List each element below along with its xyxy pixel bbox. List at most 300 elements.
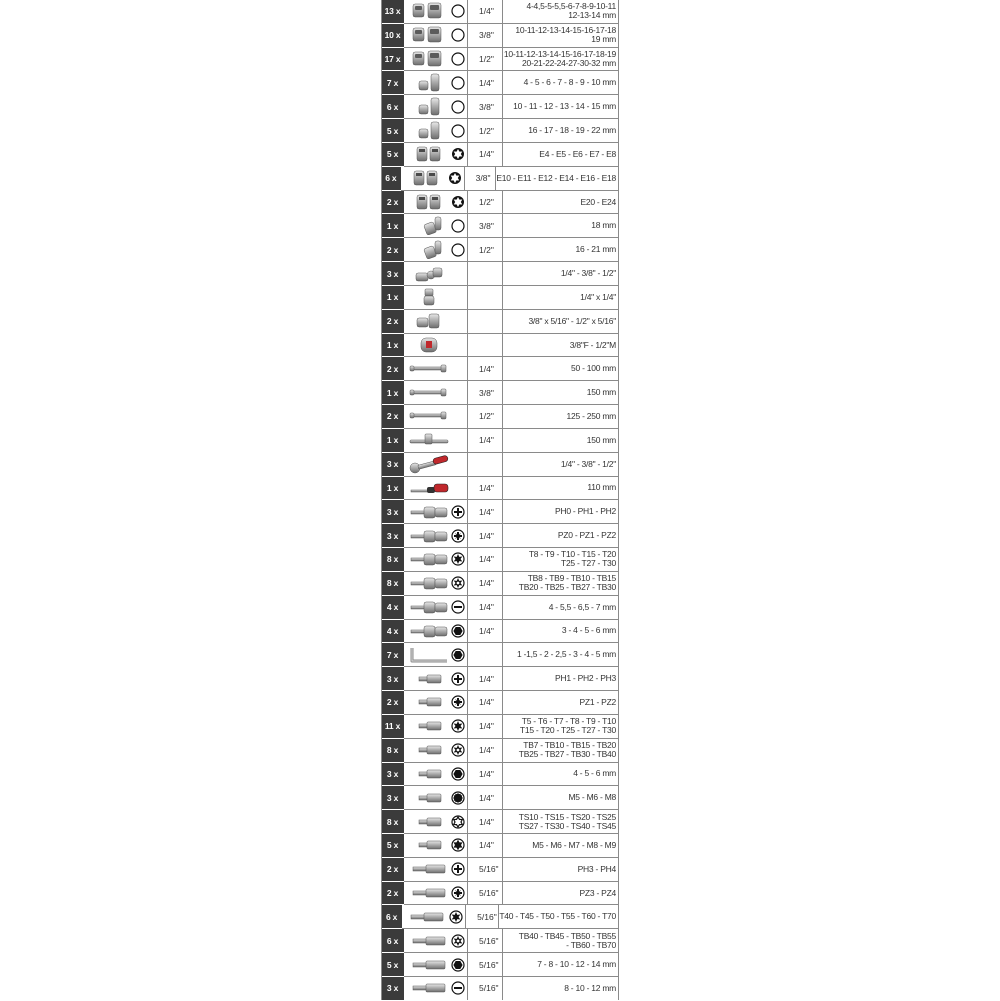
sizes-line: PZ3 - PZ4	[579, 887, 616, 898]
quantity-cell: 3 x	[381, 977, 404, 1001]
sizes-line: 7 - 8 - 10 - 12 - 14 mm	[537, 959, 616, 970]
table-row	[381, 882, 619, 906]
drive-size-cell: 1/4"	[468, 786, 503, 809]
long-bit-icon	[407, 931, 451, 951]
drive-size-cell: 1/2"	[468, 238, 503, 261]
torx-circle-icon	[451, 552, 465, 566]
table-row	[381, 620, 619, 644]
quantity-cell: 3 x	[381, 763, 404, 787]
quantity-cell: 10 x	[381, 24, 404, 48]
sizes-line: 4 - 5,5 - 6,5 - 7 mm	[548, 601, 616, 612]
table-row	[381, 786, 619, 810]
table-row	[381, 477, 619, 501]
table-row	[381, 453, 619, 477]
drive-size-cell: 1/2"	[468, 48, 503, 71]
icon-cell	[404, 786, 468, 809]
sizes-line: - TB60 - TB70	[566, 939, 616, 950]
socket-pair-icon	[407, 25, 451, 45]
quantity-cell: 2 x	[381, 357, 404, 381]
drive-size-cell	[468, 334, 503, 357]
drive-size-cell: 5/16"	[468, 882, 503, 905]
hex-circle-icon	[451, 243, 465, 257]
hex-solid-circle-icon	[451, 958, 465, 972]
quantity-cell: 4 x	[381, 596, 404, 620]
quantity-cell: 1 x	[381, 381, 404, 405]
sizes-cell	[503, 119, 619, 142]
phillips-circle-icon	[451, 672, 465, 686]
table-row	[381, 357, 619, 381]
icon-cell	[404, 214, 468, 237]
icon-cell	[404, 596, 468, 619]
quantity-cell: 4 x	[381, 620, 404, 644]
table-row	[381, 953, 619, 977]
quantity-cell: 6 x	[381, 167, 401, 191]
sizes-line: 10 - 11 - 12 - 13 - 14 - 15 mm	[513, 101, 616, 112]
hex-circle-icon	[451, 100, 465, 114]
table-row	[381, 429, 619, 453]
drive-size-cell: 1/4"	[468, 715, 503, 738]
sizes-line: TB25 - TB27 - TB30 - TB40	[518, 749, 616, 760]
star-circle-icon	[451, 147, 465, 161]
drive-size-cell: 1/4"	[468, 691, 503, 714]
sizes-line: PH1 - PH2 - PH3	[555, 673, 616, 684]
drive-size-cell: 1/4"	[468, 429, 503, 452]
bit-socket-icon	[407, 597, 451, 617]
drive-size-cell: 5/16"	[468, 977, 503, 1000]
sizes-line: 3/8"F - 1/2"M	[569, 339, 616, 350]
table-row	[381, 596, 619, 620]
deep-socket-pair-icon	[407, 121, 451, 141]
sizes-line: 16 - 21 mm	[575, 244, 616, 255]
icon-cell	[404, 429, 468, 452]
sizes-cell	[503, 620, 619, 643]
drive-size-cell: 3/8"	[468, 381, 503, 404]
socket-pair-icon	[407, 1, 451, 21]
sizes-line: 150 mm	[586, 387, 616, 398]
shape-placeholder	[451, 267, 464, 281]
bit-socket-icon	[407, 621, 451, 641]
extension-bar-icon	[407, 359, 451, 379]
bit-icon	[407, 788, 451, 808]
sizes-line: E20 - E24	[580, 196, 616, 207]
table-row	[381, 524, 619, 548]
sizes-cell	[503, 262, 619, 285]
sizes-line: T8 - T9 - T10 - T15 - T20	[528, 549, 616, 560]
bit-icon	[407, 692, 451, 712]
sizes-cell	[503, 596, 619, 619]
icon-cell	[404, 929, 468, 952]
hex-solid-circle-icon	[451, 624, 465, 638]
quantity-cell: 8 x	[381, 739, 404, 763]
spark-plug-socket-icon	[407, 216, 451, 236]
torx-tamper-circle-icon	[451, 743, 465, 757]
sizes-cell	[503, 0, 619, 23]
sizes-line: 20-21-22-24-27-30-32 mm	[522, 58, 616, 69]
icon-cell	[404, 834, 468, 857]
pozidriv-circle-icon	[451, 886, 465, 900]
hex-circle-icon	[451, 28, 465, 42]
torx-tamper-circle-icon	[451, 576, 465, 590]
table-row	[381, 214, 619, 238]
drive-size-cell: 1/4"	[468, 524, 503, 547]
quantity-cell: 3 x	[381, 524, 404, 548]
quantity-cell: 6 x	[381, 905, 402, 929]
long-bit-icon	[407, 978, 451, 998]
long-bit-icon	[407, 955, 451, 975]
icon-cell	[404, 405, 468, 428]
table-row	[381, 643, 619, 667]
icon-cell	[404, 286, 468, 309]
table-row	[381, 286, 619, 310]
shape-placeholder	[451, 362, 464, 376]
sizes-cell	[503, 286, 619, 309]
shape-placeholder	[451, 481, 464, 495]
quantity-cell: 5 x	[381, 834, 404, 858]
sizes-line: 4-4,5-5-5,5-6-7-8-9-10-11	[526, 1, 616, 12]
sizes-line: TB20 - TB25 - TB27 - TB30	[518, 582, 616, 593]
quantity-cell: 5 x	[381, 953, 404, 977]
table-row	[381, 500, 619, 524]
icon-cell	[401, 167, 465, 190]
torx-socket-pair-icon	[407, 192, 451, 212]
icon-cell	[404, 763, 468, 786]
quantity-cell: 2 x	[381, 691, 404, 715]
hex-solid-circle-icon	[451, 648, 465, 662]
table-row	[381, 334, 619, 358]
drive-size-cell: 1/4"	[468, 357, 503, 380]
sizes-cell	[503, 691, 619, 714]
icon-cell	[404, 691, 468, 714]
drive-size-cell: 3/8"	[468, 95, 503, 118]
xzn-circle-icon	[451, 838, 465, 852]
drive-size-cell: 5/16"	[468, 929, 503, 952]
hex-circle-icon	[451, 219, 465, 233]
sizes-line: T5 - T6 - T7 - T8 - T9 - T10	[521, 716, 616, 727]
bit-icon	[407, 716, 451, 736]
table-row	[381, 238, 619, 262]
icon-cell	[404, 643, 468, 666]
drive-size-cell: 1/2"	[468, 119, 503, 142]
sizes-cell	[503, 48, 619, 71]
table-row	[381, 262, 619, 286]
table-row	[381, 572, 619, 596]
table-row	[381, 548, 619, 572]
quantity-cell: 3 x	[381, 786, 404, 810]
table-row	[381, 405, 619, 429]
sizes-line: PZ0 - PZ1 - PZ2	[557, 530, 616, 541]
quantity-cell: 3 x	[381, 500, 404, 524]
hex-circle-icon	[451, 4, 465, 18]
quantity-cell: 13 x	[381, 0, 404, 24]
sizes-line: 4 - 5 - 6 mm	[573, 768, 616, 779]
table-row	[381, 71, 619, 95]
icon-cell	[404, 143, 468, 166]
hex-solid-circle-icon	[451, 767, 465, 781]
sizes-cell	[503, 524, 619, 547]
table-row	[381, 763, 619, 787]
sizes-line: 16 - 17 - 18 - 19 - 22 mm	[528, 125, 616, 136]
drive-size-cell: 5/16"	[468, 953, 503, 976]
icon-cell	[404, 500, 468, 523]
sizes-line: 1 -1,5 - 2 - 2,5 - 3 - 4 - 5 mm	[516, 649, 616, 660]
sizes-line: TB40 - TB45 - TB50 - TB55	[518, 930, 616, 941]
star-circle-icon	[451, 195, 465, 209]
torx-socket-pair-icon	[407, 144, 451, 164]
icon-cell	[404, 739, 468, 762]
icon-cell	[404, 572, 468, 595]
icon-cell	[404, 381, 468, 404]
icon-cell	[404, 357, 468, 380]
sizes-cell	[503, 882, 619, 905]
sizes-line: 125 - 250 mm	[566, 410, 616, 421]
shape-placeholder	[451, 386, 464, 400]
shape-placeholder	[451, 409, 464, 423]
table-row	[381, 48, 619, 72]
drive-size-cell	[468, 453, 503, 476]
icon-cell	[404, 667, 468, 690]
t-handle-icon	[407, 430, 451, 450]
icon-cell	[404, 24, 468, 47]
drive-size-cell: 1/4"	[468, 71, 503, 94]
drive-size-cell: 1/4"	[468, 548, 503, 571]
table-row	[381, 143, 619, 167]
drive-size-cell	[468, 286, 503, 309]
icon-cell	[404, 191, 468, 214]
drive-size-cell: 1/2"	[468, 191, 503, 214]
drive-size-cell: 5/16"	[468, 858, 503, 881]
bit-icon	[407, 812, 451, 832]
quantity-cell: 2 x	[381, 310, 404, 334]
bit-icon	[407, 669, 451, 689]
extension-bar-icon	[407, 383, 451, 403]
sizes-line: 150 mm	[586, 434, 616, 445]
sizes-line: 18 mm	[591, 220, 616, 231]
socket-pair-icon	[407, 49, 451, 69]
sizes-cell	[503, 953, 619, 976]
table-row	[381, 119, 619, 143]
table-row	[381, 977, 619, 1000]
sizes-line: 10-11-12-13-14-15-16-17-18	[515, 25, 616, 36]
long-bit-icon	[407, 883, 451, 903]
pozidriv-circle-icon	[451, 695, 465, 709]
hex-circle-icon	[451, 52, 465, 66]
sizes-cell	[503, 429, 619, 452]
slotted-circle-icon	[451, 600, 465, 614]
drive-size-cell: 1/4"	[468, 620, 503, 643]
sizes-cell	[503, 643, 619, 666]
adapter-pair-icon	[407, 311, 451, 331]
bit-socket-icon	[407, 573, 451, 593]
sizes-line: 1/4" x 1/4"	[580, 291, 616, 302]
quantity-cell: 2 x	[381, 405, 404, 429]
icon-cell	[404, 119, 468, 142]
sizes-cell	[503, 572, 619, 595]
torx-socket-pair-icon	[404, 168, 448, 188]
slotted-circle-icon	[451, 981, 465, 995]
phillips-circle-icon	[451, 505, 465, 519]
sizes-cell	[503, 143, 619, 166]
adapter-icon	[407, 287, 451, 307]
sizes-cell	[503, 191, 619, 214]
icon-cell	[404, 71, 468, 94]
bit-icon	[407, 740, 451, 760]
table-row	[381, 667, 619, 691]
shape-placeholder	[451, 314, 464, 328]
drive-size-cell: 1/4"	[468, 739, 503, 762]
sizes-line: 10-11-12-13-14-15-16-17-18-19	[503, 49, 616, 60]
icon-cell	[404, 620, 468, 643]
quantity-cell: 1 x	[381, 477, 404, 501]
sizes-line: 3 - 4 - 5 - 6 mm	[561, 625, 616, 636]
sizes-cell	[503, 310, 619, 333]
table-row	[381, 858, 619, 882]
sizes-line: 110 mm	[587, 482, 616, 493]
drive-size-cell: 5/16"	[466, 905, 499, 928]
drive-size-cell: 1/4"	[468, 477, 503, 500]
icon-cell	[404, 95, 468, 118]
torx-plus-circle-icon	[451, 815, 465, 829]
shape-placeholder	[451, 457, 464, 471]
extension-bar-icon	[407, 406, 451, 426]
sizes-line: TB8 - TB9 - TB10 - TB15	[527, 573, 616, 584]
torx-circle-icon	[449, 910, 463, 924]
bit-socket-icon	[407, 502, 451, 522]
quantity-cell: 2 x	[381, 882, 404, 906]
drive-size-cell: 3/8"	[468, 214, 503, 237]
quantity-cell: 6 x	[381, 95, 404, 119]
quantity-cell: 8 x	[381, 810, 404, 834]
icon-cell	[404, 310, 468, 333]
icon-cell	[404, 810, 468, 833]
sizes-line: TB7 - TB10 - TB15 - TB20	[523, 740, 616, 751]
icon-cell	[404, 882, 468, 905]
drive-size-cell: 1/4"	[468, 0, 503, 23]
quantity-cell: 1 x	[381, 214, 404, 238]
phillips-circle-icon	[451, 862, 465, 876]
drive-size-cell: 1/4"	[468, 500, 503, 523]
icon-cell	[402, 905, 466, 928]
quantity-cell: 8 x	[381, 572, 404, 596]
sizes-cell	[503, 786, 619, 809]
tool-set-spec-table	[381, 0, 619, 1000]
sizes-cell	[499, 905, 619, 928]
torx-circle-icon	[451, 719, 465, 733]
quantity-cell: 2 x	[381, 858, 404, 882]
bit-screwdriver-icon	[407, 478, 451, 498]
sizes-cell	[503, 500, 619, 523]
icon-cell	[404, 262, 468, 285]
drive-size-cell: 1/4"	[468, 596, 503, 619]
drive-size-cell: 1/4"	[468, 572, 503, 595]
sizes-line: T15 - T20 - T25 - T27 - T30	[519, 725, 616, 736]
table-row	[381, 310, 619, 334]
icon-cell	[404, 548, 468, 571]
sizes-line: PH0 - PH1 - PH2	[555, 506, 616, 517]
table-row	[381, 834, 619, 858]
sizes-cell	[503, 95, 619, 118]
bit-icon	[407, 835, 451, 855]
star-circle-icon	[448, 171, 462, 185]
sizes-cell	[503, 763, 619, 786]
sizes-line: 3/8" x 5/16" - 1/2" x 5/16"	[528, 315, 616, 326]
quantity-cell: 6 x	[381, 929, 404, 953]
drive-size-cell: 1/4"	[468, 834, 503, 857]
quantity-cell: 7 x	[381, 71, 404, 95]
drive-size-cell: 1/4"	[468, 763, 503, 786]
sizes-cell	[503, 739, 619, 762]
sizes-cell	[503, 548, 619, 571]
sizes-line: 19 mm	[591, 34, 616, 45]
pozidriv-circle-icon	[451, 529, 465, 543]
icon-cell	[404, 334, 468, 357]
sizes-line: 4 - 5 - 6 - 7 - 8 - 9 - 10 mm	[523, 77, 616, 88]
sizes-line: 12-13-14 mm	[568, 10, 616, 21]
bit-socket-icon	[407, 526, 451, 546]
sizes-line: 50 - 100 mm	[571, 363, 616, 374]
sizes-line: T40 - T45 - T50 - T55 - T60 - T70	[499, 911, 616, 922]
bit-icon	[407, 764, 451, 784]
quantity-cell: 1 x	[381, 429, 404, 453]
deep-socket-pair-icon	[407, 73, 451, 93]
sizes-cell	[503, 24, 619, 47]
icon-cell	[404, 453, 468, 476]
icon-cell	[404, 524, 468, 547]
icon-cell	[404, 0, 468, 23]
quantity-cell: 3 x	[381, 667, 404, 691]
sizes-line: 1/4" - 3/8" - 1/2"	[560, 458, 616, 469]
icon-cell	[404, 977, 468, 1000]
long-bit-icon	[405, 907, 449, 927]
table-row	[381, 191, 619, 215]
long-bit-icon	[407, 859, 451, 879]
sizes-cell	[503, 334, 619, 357]
quantity-cell: 17 x	[381, 48, 404, 72]
icon-cell	[404, 238, 468, 261]
drive-size-cell	[468, 310, 503, 333]
icon-cell	[404, 477, 468, 500]
sizes-cell	[503, 214, 619, 237]
sizes-cell	[503, 477, 619, 500]
sizes-cell	[503, 453, 619, 476]
sizes-cell	[503, 715, 619, 738]
quantity-cell: 7 x	[381, 643, 404, 667]
quantity-cell: 3 x	[381, 262, 404, 286]
sizes-line: E10 - E11 - E12 - E14 - E16 - E18	[496, 172, 616, 183]
quantity-cell: 5 x	[381, 143, 404, 167]
shape-placeholder	[451, 290, 464, 304]
table-row	[381, 0, 619, 24]
sizes-cell	[503, 405, 619, 428]
quantity-cell: 2 x	[381, 238, 404, 262]
drive-size-cell: 1/4"	[468, 810, 503, 833]
hex-circle-icon	[451, 76, 465, 90]
quantity-cell: 2 x	[381, 191, 404, 215]
sizes-cell	[503, 71, 619, 94]
sizes-line: M5 - M6 - M8	[568, 792, 616, 803]
sizes-line: 8 - 10 - 12 mm	[564, 982, 616, 993]
quantity-cell: 11 x	[381, 715, 404, 739]
sizes-line: E4 - E5 - E6 - E7 - E8	[539, 148, 616, 159]
icon-cell	[404, 858, 468, 881]
sizes-cell	[503, 858, 619, 881]
icon-cell	[404, 953, 468, 976]
drive-size-cell: 1/4"	[468, 667, 503, 690]
sizes-line: M5 - M6 - M7 - M8 - M9	[532, 839, 616, 850]
sizes-cell	[503, 357, 619, 380]
sizes-cell	[503, 834, 619, 857]
sizes-cell	[503, 667, 619, 690]
sizes-line: 1/4" - 3/8" - 1/2"	[560, 268, 616, 279]
